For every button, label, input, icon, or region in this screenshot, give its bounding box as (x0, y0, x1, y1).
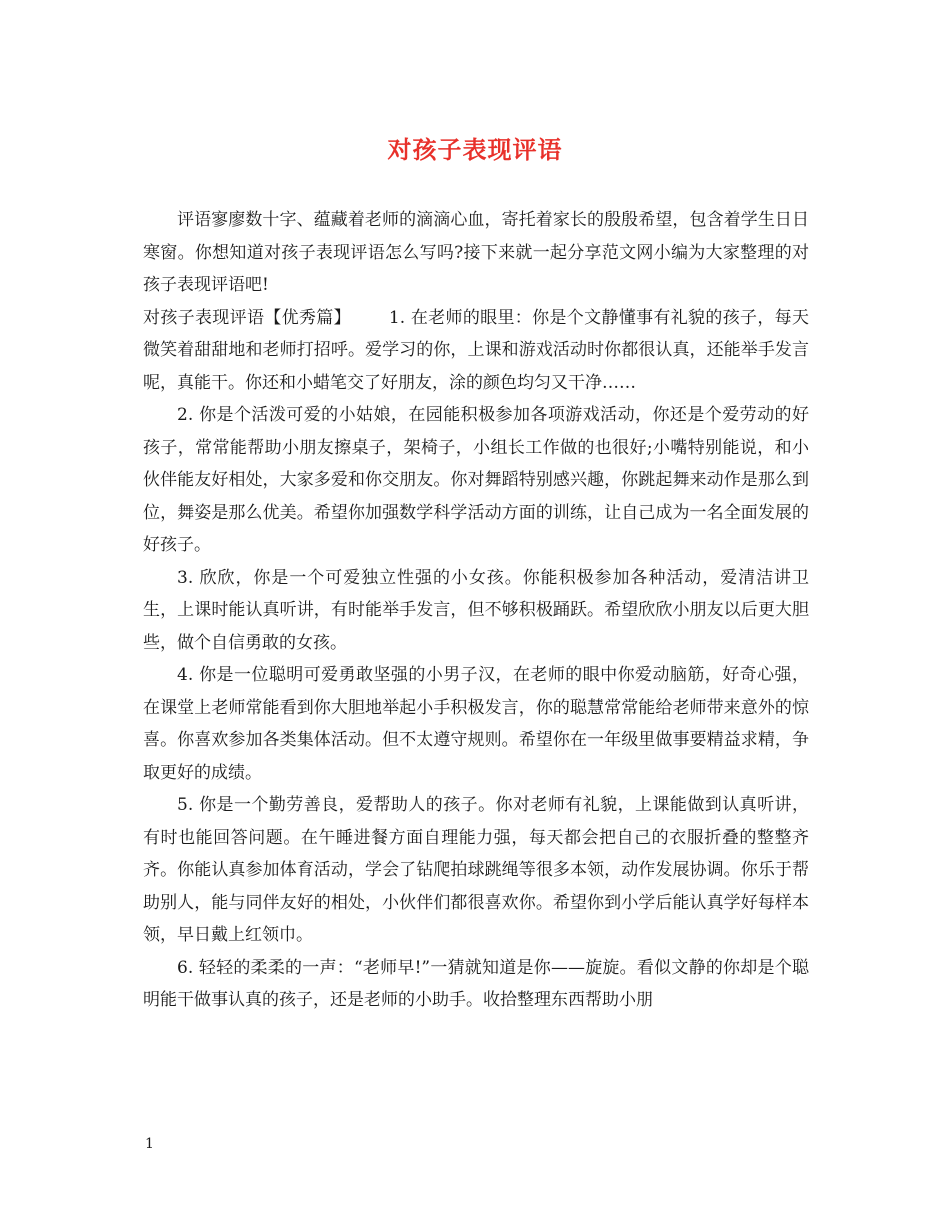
item-6-paragraph: 6. 轻轻的柔柔的一声：“老师早!”一猜就知道是你——旋旋。看似文静的你却是个聪明能干做事认真的孩子，还是老师的小助手。收拾整理东西帮助小朋 (143, 957, 809, 1010)
item-3-paragraph: 3. 欣欣，你是一个可爱独立性强的小女孩。你能积极参加各种活动，爱清洁讲卫生，上课时能认真听讲，有时能举手发言，但不够积极踊跃。希望欣欣小朋友以后更大胆些，做个自信勇敢的女孩。 (143, 567, 809, 653)
item-2-paragraph: 2. 你是个活泼可爱的小姑娘，在园能积极参加各项游戏活动，你还是个爱劳动的好孩子，常常能帮助小朋友擦桌子，架椅子，小组长工作做的也很好;小嘴特别能说，和小伙伴能友好相处，大家多爱和你交朋友。你对舞蹈特别感兴趣，你跳起舞来动作是那么到位，舞姿是那么优美。希望你加强数学科学活动方面的训练，让自己成为一名全面发展的好孩子。 (143, 405, 809, 555)
item-4-paragraph: 4. 你是一位聪明可爱勇敢坚强的小男子汉，在老师的眼中你爱动脑筋，好奇心强，在课堂上老师常能看到你大胆地举起小手积极发言，你的聪慧常常能给老师带来意外的惊喜。你喜欢参加各类集体活动。但不太遵守规则。希望你在一年级里做事要精益求精，争取更好的成绩。 (143, 665, 809, 783)
section-heading: 对孩子表现评语【优秀篇】 (143, 307, 351, 328)
section-paragraph-1 (143, 302, 809, 400)
item-5-paragraph: 5. 你是一个勤劳善良，爱帮助人的孩子。你对老师有礼貌，上课能做到认真听讲，有时也能回答问题。在午睡进餐方面自理能力强，每天都会把自己的衣服折叠的整整齐齐。你能认真参加体育活动，学会了钻爬拍球跳绳等很多本领，动作发展协调。你乐于帮助别人，能与同伴友好的相处，小伙伴们都很喜欢你。希望你到小学后能认真学好每样本领，早日戴上红领巾。 (143, 795, 809, 945)
document-body (143, 204, 809, 1017)
document-title: 对孩子表现评语 (387, 135, 563, 164)
intro-paragraph: 评语寥廖数十字、蕴藏着老师的滴滴心血，寄托着家长的殷殷希望，包含着学生日日寒窗。你想知道对孩子表现评语怎么写吗?接下来就一起分享范文网小编为大家整理的对孩子表现评语吧! (143, 210, 809, 295)
item-1-text: 1. 在老师的眼里：你是个文静懂事有礼貌的孩子，每天微笑着甜甜地和老师打招呼。爱学习的你，上课和游戏活动时你都很认真，还能举手发言呢，真能干。你还和小蜡笔交了好朋友，涂的颜色均匀又干净…… (143, 307, 810, 393)
page-number: 1 (145, 1136, 154, 1152)
